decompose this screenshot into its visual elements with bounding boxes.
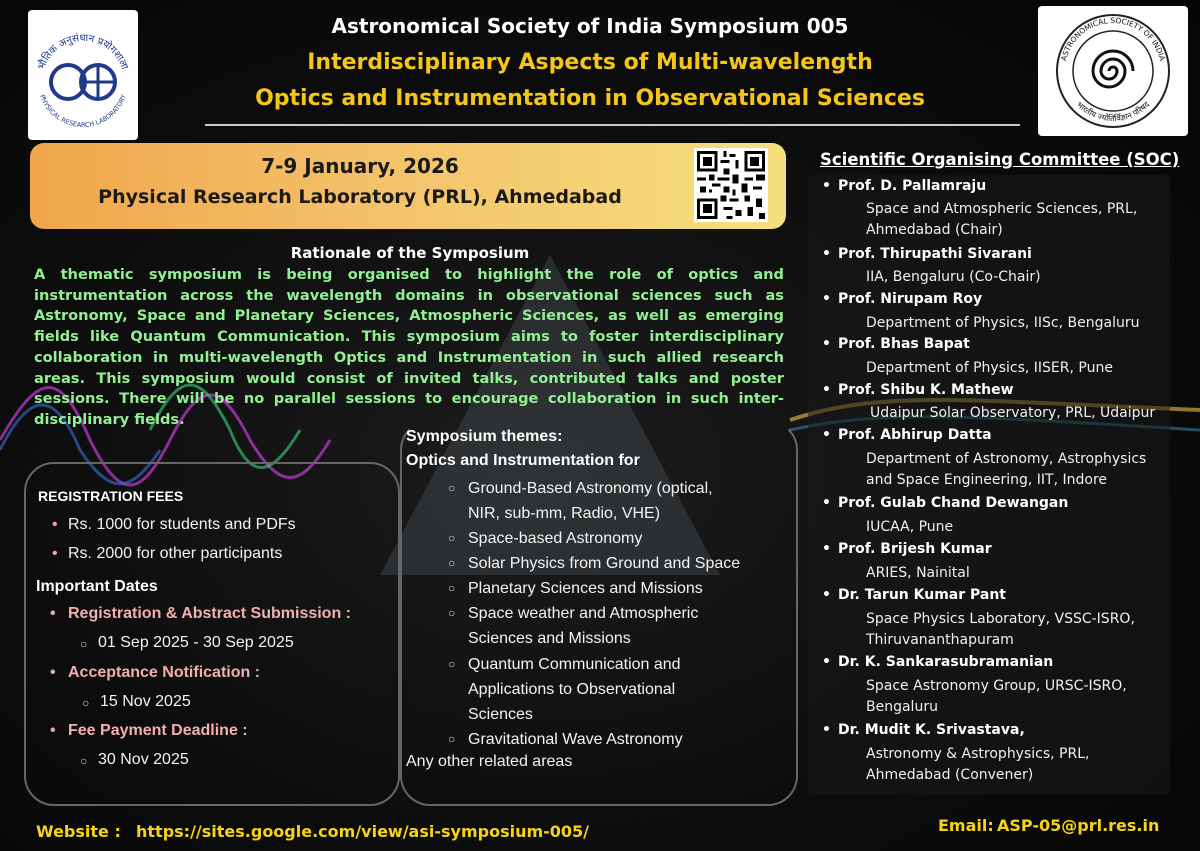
header-divider — [205, 124, 1020, 126]
registration-heading: REGISTRATION FEES — [38, 488, 184, 504]
email-label: Email: — [938, 816, 994, 835]
soc-member-name: • Dr. Mudit K. Srivastava, — [838, 722, 1025, 738]
theme-item: ○ Gravitational Wave Astronomy — [468, 727, 798, 752]
website-link[interactable]: https://sites.google.com/view/asi-symposium-005/ — [136, 822, 590, 841]
symposium-title-line-1: Interdisciplinary Aspects of Multi-wavelength — [307, 50, 873, 75]
theme-item: ○ Ground-Based Astronomy (optical, NIR, sub-mm, Radio, VHE) — [468, 476, 798, 526]
soc-member-name: • Prof. Thirupathi Sivarani — [838, 246, 1032, 262]
asi-logo — [1038, 6, 1188, 136]
soc-member-affiliation: IIA, Bengaluru (Co-Chair) — [866, 269, 1041, 285]
themes-subheading: Optics and Instrumentation for — [406, 452, 640, 469]
rationale-text: A thematic symposium is being organised to highlight the role of optics and instrumentation across the wavelength domains in observational sciences such as Astronomy, Space and Planetary Sciences, Atmospheric Sciences, as well as emerging fields like Quantum Communication. This symposium aims to foster interdisciplinary collaboration in multi-wavelength Optics and Instrumentation in such allied research areas. This symposium would consist of invited talks, contributed talks and poster sessions. There will be no parallel sessions to encourage collaboration in such inter-disciplinary fields. — [34, 266, 784, 428]
soc-member-name: • Prof. Brijesh Kumar — [838, 541, 992, 557]
theme-item: ○ Solar Physics from Ground and Space — [468, 551, 798, 576]
qr-code[interactable] — [694, 148, 768, 222]
theme-item: ○ Space weather and Atmospheric Sciences and Missions — [468, 601, 798, 651]
fee-list — [52, 512, 296, 570]
soc-member-affiliation: Space and Atmospheric Sciences, PRL, Ahmedabad (Chair) — [866, 201, 1138, 238]
date-label: • Acceptance Notification : — [68, 664, 260, 682]
soc-member-affiliation: Space Astronomy Group, URSC-ISRO, Bengaluru — [866, 678, 1127, 715]
rationale-heading: Rationale of the Symposium — [290, 244, 530, 262]
themes-other: Any other related areas — [406, 753, 573, 770]
soc-member-affiliation: Astronomy & Astrophysics, PRL, Ahmedabad (Convener) — [866, 746, 1090, 783]
soc-member-name: • Prof. Nirupam Roy — [838, 291, 982, 307]
svg-text:ASTRONOMICAL SOCIETY OF INDIA: ASTRONOMICAL SOCIETY OF INDIA — [1059, 15, 1167, 62]
soc-member-name: • Dr. Tarun Kumar Pant — [838, 587, 1006, 603]
svg-text:PHYSICAL RESEARCH LABORATORY: PHYSICAL RESEARCH LABORATORY — [38, 93, 128, 130]
theme-item: ○ Planetary Sciences and Missions — [468, 576, 798, 601]
themes-heading: Symposium themes: — [406, 428, 563, 445]
soc-member-name: • Dr. K. Sankarasubramanian — [838, 654, 1053, 670]
svg-text:भौतिक अनुसंधान प्रयोगशाला: भौतिक अनुसंधान प्रयोगशाला — [36, 32, 130, 72]
theme-item: ○ Space-based Astronomy — [468, 526, 798, 551]
symposium-title-line-2: Optics and Instrumentation in Observational Sciences — [255, 86, 925, 111]
soc-member-name: • Prof. Bhas Bapat — [838, 336, 970, 352]
soc-member-affiliation: ARIES, Nainital — [866, 565, 970, 581]
soc-member-name: • Prof. Gulab Chand Dewangan — [838, 495, 1068, 511]
fee-item: • Rs. 1000 for students and PDFs — [52, 512, 296, 541]
soc-member-affiliation: Department of Physics, IISc, Bengaluru — [866, 315, 1140, 331]
date-value: ○ 01 Sep 2025 - 30 Sep 2025 — [98, 634, 294, 652]
date-label: • Fee Payment Deadline : — [68, 722, 248, 740]
soc-member-affiliation: Department of Astronomy, Astrophysics and Space Engineering, IIT, Indore — [866, 451, 1147, 488]
soc-member-affiliation: Department of Physics, IISER, Pune — [866, 360, 1113, 376]
soc-member-name: • Prof. Abhirup Datta — [838, 427, 992, 443]
email-link[interactable]: ASP-05@prl.res.in — [997, 816, 1160, 835]
event-venue: Physical Research Laboratory (PRL), Ahmedabad — [98, 186, 622, 208]
date-value: ○ 15 Nov 2025 — [100, 693, 191, 711]
soc-member-affiliation: IUCAA, Pune — [866, 519, 954, 535]
date-value: ○ 30 Nov 2025 — [98, 751, 189, 769]
soc-member-affiliation: Udaipur Solar Observatory, PRL, Udaipur — [870, 405, 1156, 421]
soc-member-name: • Prof. Shibu K. Mathew — [838, 382, 1014, 398]
soc-member-name: • Prof. D. Pallamraju — [838, 178, 986, 194]
header-title: Astronomical Society of India Symposium 005 — [331, 14, 849, 38]
soc-heading: Scientific Organising Committee (SOC) — [820, 150, 1180, 169]
theme-item: ○ Quantum Communication and Applications to Observational Sciences — [468, 652, 798, 727]
event-date: 7-9 January, 2026 — [261, 154, 459, 178]
date-label: • Registration & Abstract Submission : — [68, 605, 351, 623]
prl-logo — [28, 10, 138, 140]
important-dates-heading: Important Dates — [36, 578, 158, 595]
svg-text:भारतीय ज्योतिर्विज्ञान परिषद: भारतीय ज्योतिर्विज्ञान परिषद — [1074, 99, 1152, 124]
soc-member-affiliation: Space Physics Laboratory, VSSC-ISRO, Thiruvananthapuram — [866, 611, 1135, 648]
fee-item: • Rs. 2000 for other participants — [52, 541, 296, 570]
website-label: Website : — [36, 822, 121, 841]
